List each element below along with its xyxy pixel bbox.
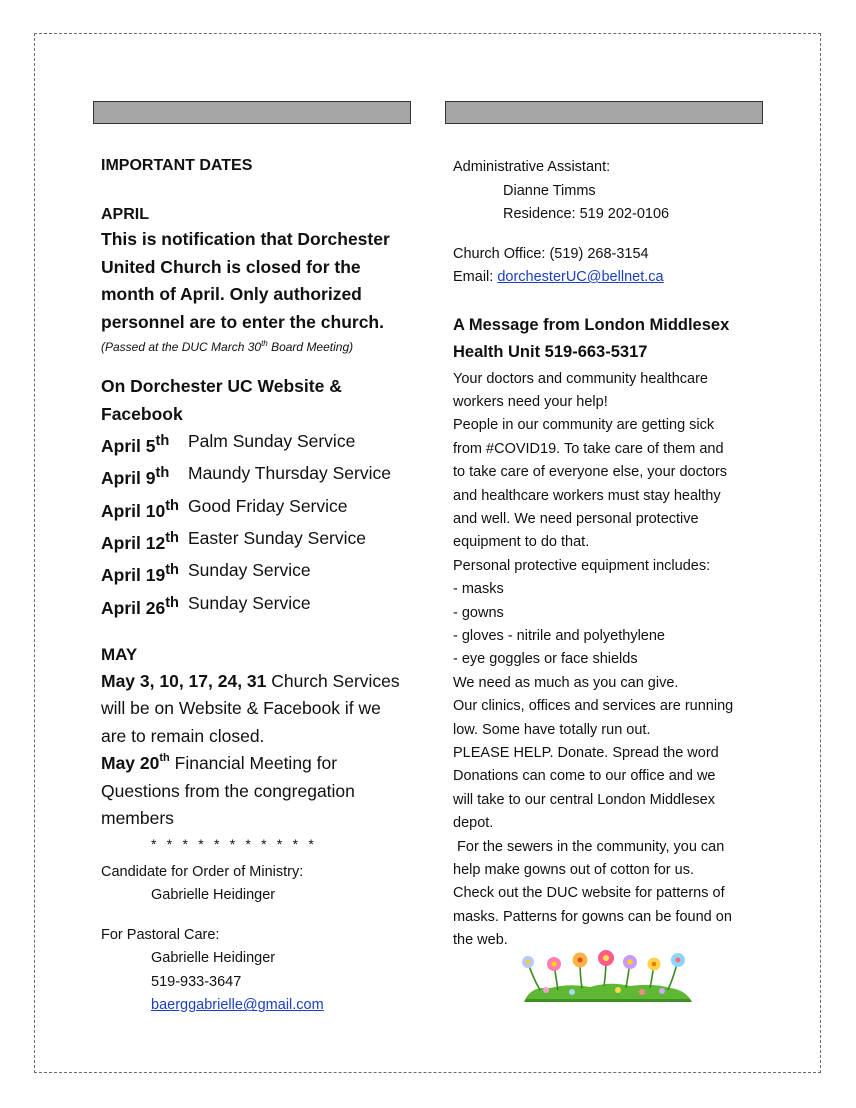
closure-notice [101, 226, 421, 336]
email-row [453, 266, 763, 290]
message-line: the web. [453, 932, 508, 949]
admin-residence: Residence: 519 202-0106 [503, 206, 670, 222]
may-services [101, 668, 421, 833]
date-label: April 12th [101, 529, 179, 553]
date-row [101, 557, 421, 589]
message-line: People in our community are getting sick [453, 417, 715, 434]
date-label: April 5th [101, 433, 170, 456]
may-services-line: May 3, 10, 17, 24, 31 Church Services [101, 670, 400, 691]
left-column [101, 156, 421, 1018]
note-sup: th [261, 339, 268, 348]
may-20-date: May 20th [101, 751, 170, 774]
left-header-bar [93, 101, 411, 124]
candidate-name: Gabrielle Heidinger [151, 887, 276, 904]
message-title-line-2: Health Unit 519-663-5317 [453, 342, 648, 361]
date-row [101, 590, 421, 622]
pastoral-email-row [101, 994, 421, 1018]
pastoral-name: Gabrielle Heidinger [151, 950, 276, 967]
notice-line: This is notification that Dorchester [101, 229, 390, 249]
notice-line: United Church is closed for the [101, 256, 361, 277]
message-line: - gloves - nitrile and polyethylene [453, 627, 665, 644]
may-services-dates: May 3, 10, 17, 24, 31 [101, 670, 267, 691]
message-line: and healthcare workers must stay healthy [453, 487, 721, 504]
april-dates-list [101, 428, 421, 622]
notice-line: personnel are to enter the church. [101, 311, 384, 332]
service-name: Sunday Service [188, 592, 311, 613]
message-line: depot. [453, 815, 494, 832]
grass-icon [524, 984, 692, 1002]
date-row [101, 525, 421, 557]
important-dates-heading: IMPORTANT DATES [101, 157, 253, 174]
message-line: masks. Patterns for gowns can be found on [453, 908, 732, 925]
may-20-line: members [101, 808, 174, 829]
message-line: Your doctors and community healthcare [453, 370, 708, 387]
may-20-line: Questions from the congregation [101, 780, 355, 801]
office-phone: Church Office: (519) 268-3154 [453, 245, 649, 262]
message-line: PLEASE HELP. Donate. Spread the word [453, 745, 719, 761]
message-title-line-1: A Message from London Middlesex [453, 315, 730, 334]
message-line: and well. We need personal protective [453, 510, 699, 527]
date-row [101, 460, 421, 492]
note-prefix: (Passed at the DUC March 30 [101, 340, 262, 354]
date-row [101, 428, 421, 460]
april-heading: APRIL [101, 206, 149, 223]
pastoral-phone: 519-933-3647 [151, 973, 242, 990]
date-label: April 10th [101, 497, 179, 521]
message-line: We need as much as you can give. [453, 674, 679, 691]
service-name: Sunday Service [188, 560, 311, 581]
note-suffix: Board Meeting) [267, 340, 354, 354]
flowers-clipart [510, 950, 696, 1004]
flower-heads-icon [522, 950, 685, 971]
message-line: from #COVID19. To take care of them and [453, 440, 724, 457]
message-line: will take to our central London Middlesex [453, 791, 715, 808]
service-name: Palm Sunday Service [188, 431, 356, 451]
message-line: - gowns [453, 604, 504, 621]
email-label: Email: [453, 269, 498, 285]
service-name: Maundy Thursday Service [188, 463, 391, 484]
may-services-line: are to remain closed. [101, 725, 265, 746]
right-column [453, 156, 763, 953]
right-header-bar [445, 101, 763, 124]
notice-line: month of April. Only authorized [101, 284, 362, 304]
website-heading-line-2: Facebook [101, 403, 183, 424]
health-unit-message [453, 368, 763, 953]
may-services-line: will be on Website & Facebook if we [101, 698, 381, 719]
message-line: - masks [453, 581, 504, 598]
office-email-link[interactable]: dorchesterUC@bellnet.ca [497, 269, 664, 285]
date-row [101, 493, 421, 525]
message-line: Personal protective equipment includes: [453, 557, 711, 574]
pastoral-email-link[interactable]: baerggabrielle@gmail.com [151, 997, 324, 1014]
date-label: April 26th [101, 594, 179, 618]
may-20-line: May 20th Financial Meeting for [101, 751, 338, 774]
message-line: low. Some have totally run out. [453, 721, 651, 738]
message-line: help make gowns out of cotton for us. [453, 862, 694, 879]
service-name: Good Friday Service [188, 495, 348, 516]
message-line: Donations can come to our office and we [453, 768, 716, 785]
message-line: Check out the DUC website for patterns of [453, 885, 725, 902]
star-divider: * * * * * * * * * * * [151, 835, 318, 852]
message-line: workers need your help! [453, 393, 608, 410]
candidate-label: Candidate for Order of Ministry: [101, 863, 304, 880]
admin-name: Dianne Timms [503, 182, 596, 199]
date-label: April 19th [101, 562, 179, 586]
message-line: equipment to do that. [453, 534, 590, 551]
message-line: - eye goggles or face shields [453, 651, 638, 668]
board-meeting-note [101, 336, 421, 355]
admin-label: Administrative Assistant: [453, 159, 611, 175]
date-label: April 9th [101, 465, 170, 489]
pastoral-label: For Pastoral Care: [101, 926, 220, 943]
message-line: Our clinics, offices and services are running [453, 698, 734, 715]
may-heading: MAY [101, 644, 138, 664]
message-line: to take care of everyone else, your doctors [453, 464, 728, 481]
service-name: Easter Sunday Service [188, 527, 367, 548]
website-heading-line-1: On Dorchester UC Website & [101, 376, 342, 396]
message-line: For the sewers in the community, you can [453, 838, 725, 855]
